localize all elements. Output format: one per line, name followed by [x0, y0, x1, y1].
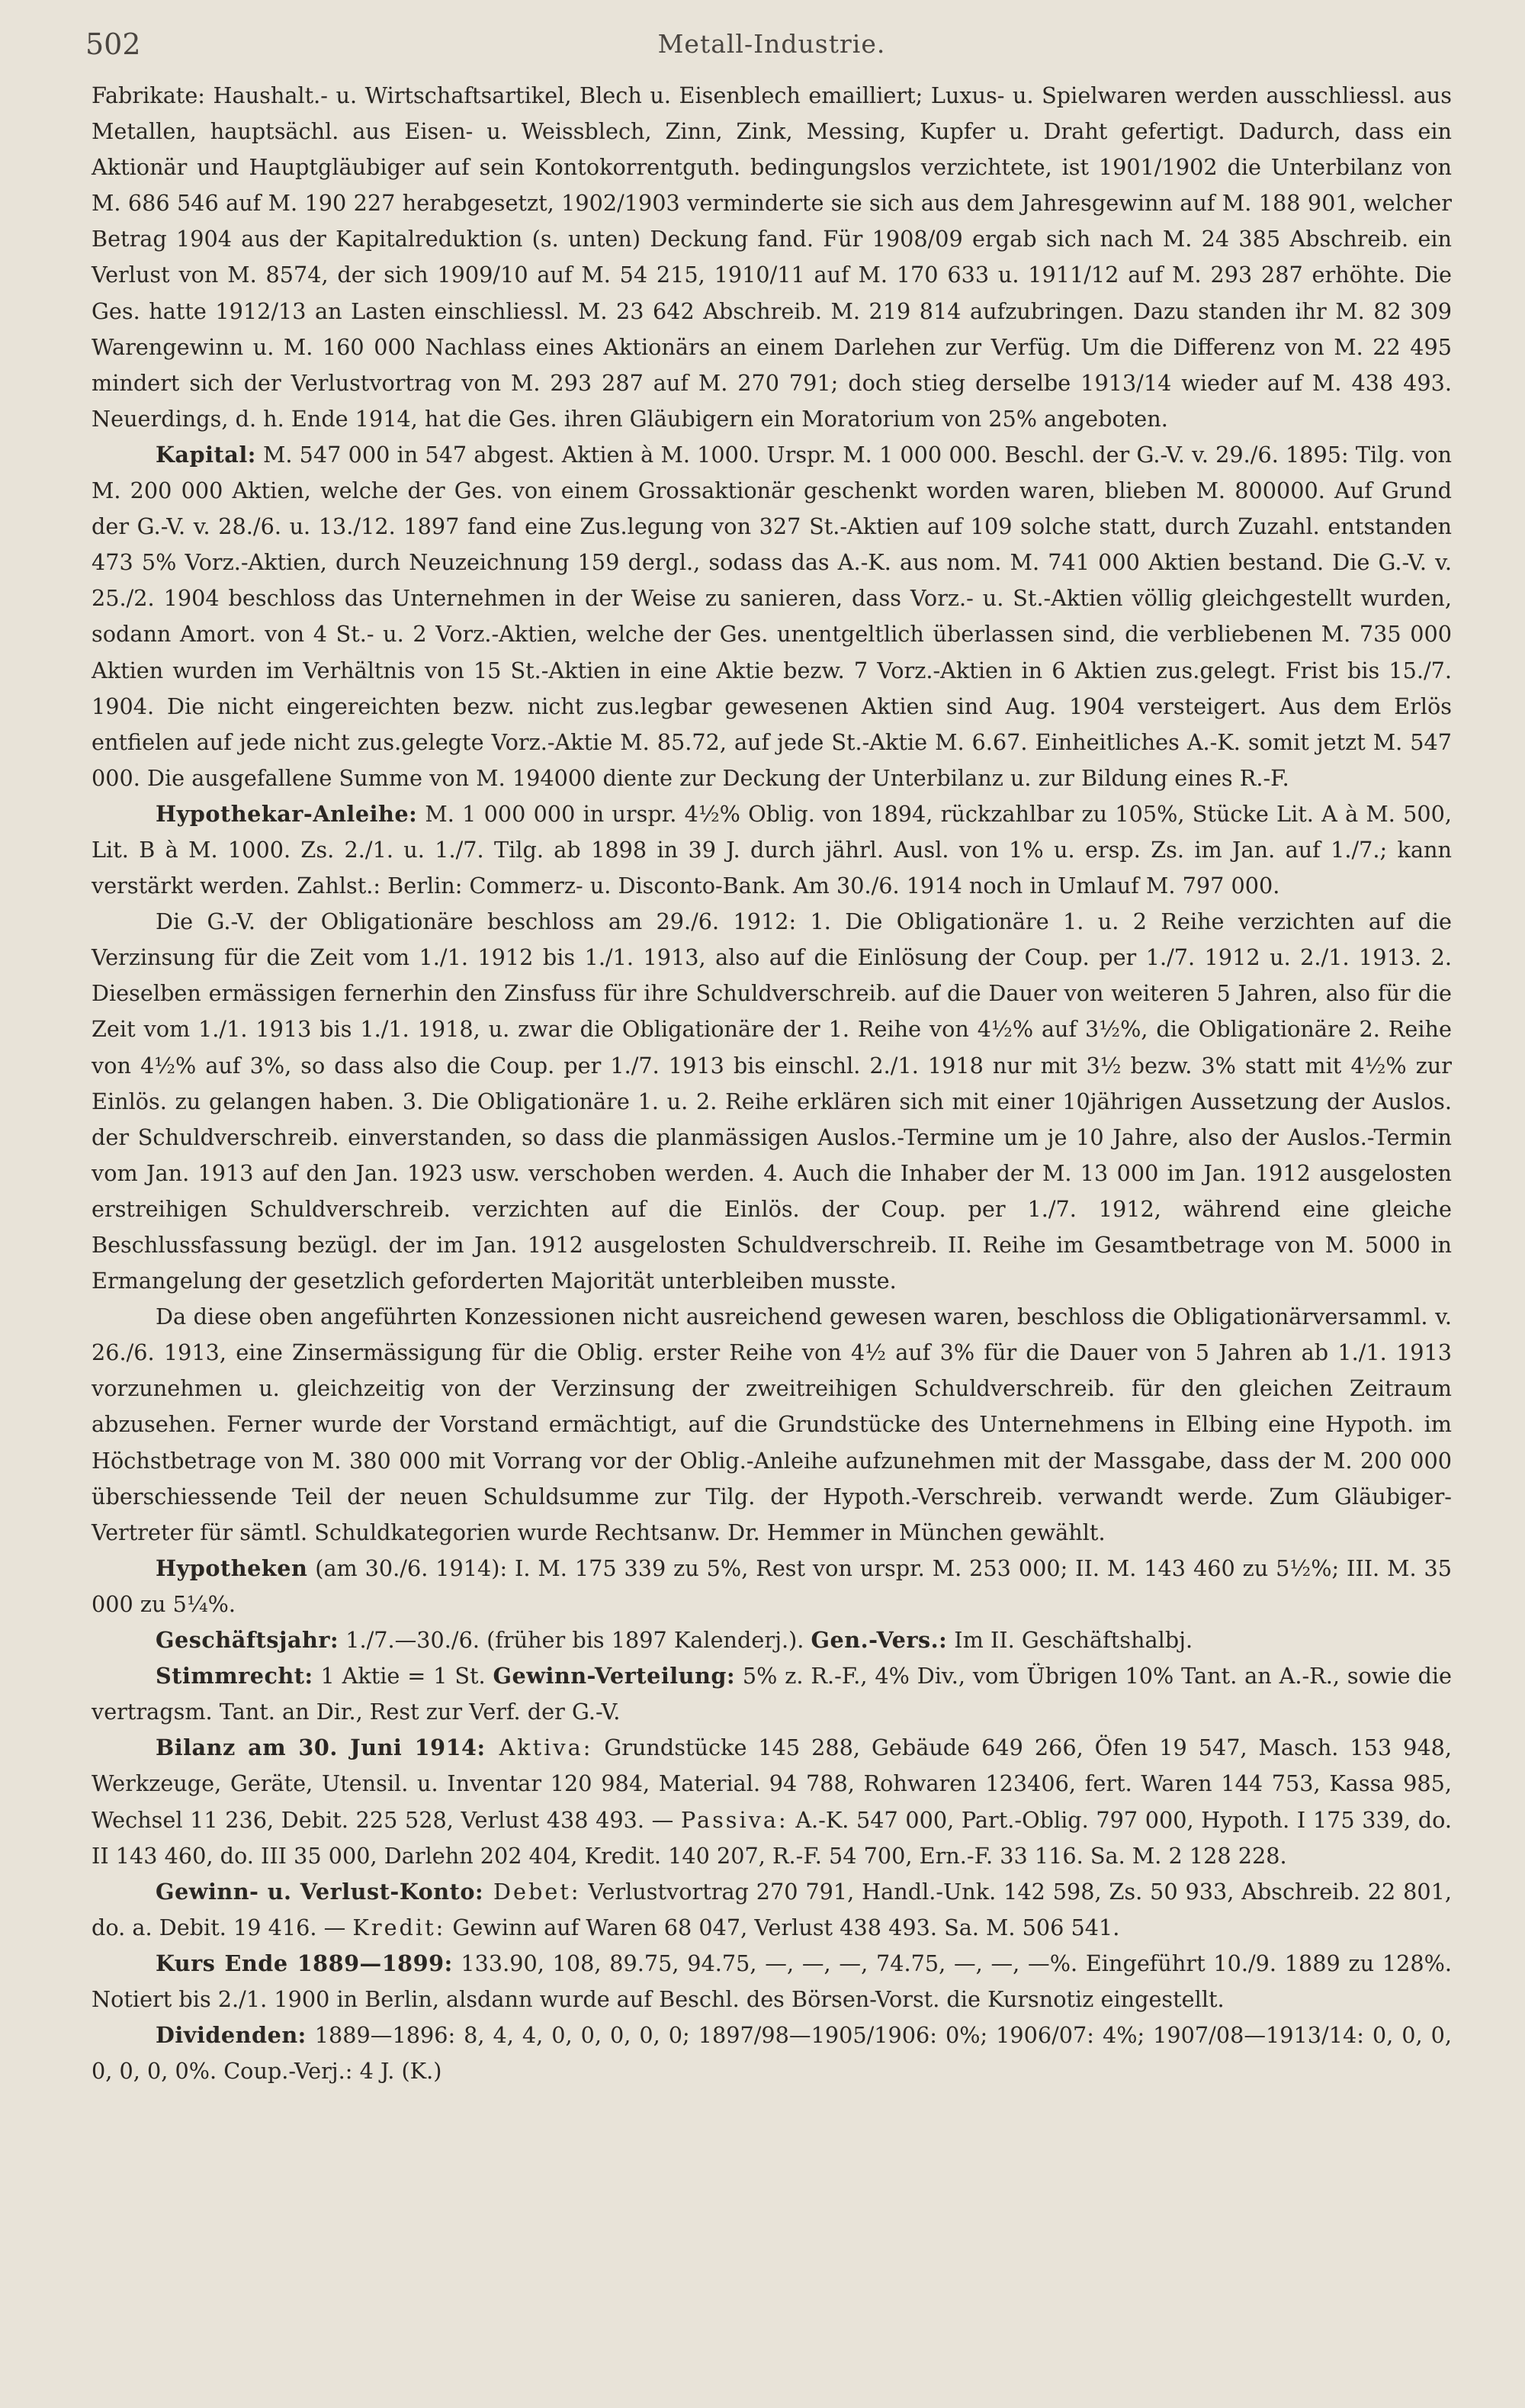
paragraph [92, 1946, 1452, 2017]
section-keyword: Stimmrecht: [156, 1663, 313, 1689]
paragraph-text: Grundstücke 145 288, Gebäude 649 266, Öfen 19 547, Masch. 153 948, Werkzeuge, Geräte, Utensil. u. Inventar 120 984, Material. 94 788, Rohwaren 123406, fert. Waren 144 753, Kassa 985, Wechsel 11 236, Debit. 225 528, Verlust 438 493. — [92, 1734, 1452, 1833]
paragraph-text: 1 Aktie = 1 St. [313, 1663, 493, 1689]
spaced-label: Aktiva: [485, 1734, 593, 1761]
section-keyword: Gewinn- u. Verlust-Konto: [156, 1878, 484, 1905]
section-keyword: Hypotheken [156, 1554, 308, 1581]
section-keyword: Kapital: [156, 441, 256, 468]
paragraph-text: A.-K. 547 000, Part.-Oblig. 797 000, Hypoth. I 175 339, do. II 143 460, do. III 35 000, Darlehn 202 404, Kredit. 140 207, R.-F. 54 700, Ern.-F. 33 116. Sa. M. 2 128 228. [92, 1806, 1452, 1869]
document-body [92, 78, 1452, 2089]
paragraph [92, 2017, 1452, 2089]
section-keyword: Bilanz am 30. Juni 1914: [156, 1734, 486, 1761]
paragraph-text: M. 547 000 in 547 abgest. Aktien à M. 1000. Urspr. M. 1 000 000. Beschl. der G.-V. v. 29./6. 1895: Tilg. von M. 200 000 Aktien, welche der Ges. von einem Grossaktionär geschenkt worden waren, blieben M. 800000. Auf Grund der G.-V. v. 28./6. u. 13./12. 1897 fand eine Zus.legung von 327 St.-Aktien auf 109 solche statt, durch Zuzahl. entstanden 473 5% Vorz.-Aktien, durch Neuzeichnung 159 dergl., sodass das A.-K. aus nom. M. 741 000 Aktien bestand. Die G.-V. v. 25./2. 1904 beschloss das Unternehmen in der Weise zu sanieren, dass Vorz.- u. St.-Aktien völlig gleichgestellt wurden, sodann Amort. von 4 St.- u. 2 Vorz.-Aktien, welche der Ges. unentgeltlich überlassen sind, die verbliebenen M. 735 000 Aktien wurden im Verhältnis von 15 St.-Aktien in eine Aktie bezw. 7 Vorz.-Aktien in 6 Aktien zus.gelegt. Frist bis 15./7. 1904. Die nicht eingereichten bezw. nicht zus.legbar gewesenen Aktien sind Aug. 1904 versteigert. Aus dem Erlös entfielen auf jede nicht zus.gelegte Vorz.-Aktie M. 85.72, auf jede St.-Aktie M. 6.67. Einheitliches A.-K. somit jetzt M. 547 000. Die ausgefallene Summe von M. 194000 diente zur Deckung der Unterbilanz u. zur Bildung eines R.-F. [92, 441, 1452, 791]
paragraph [92, 78, 1452, 437]
paragraph-text: Im II. Geschäftshalbj. [947, 1627, 1193, 1654]
paragraph-text: M. 1 000 000 in urspr. 4½% Oblig. von 1894, rückzahlbar zu 105%, Stücke Lit. A à M. 500, Lit. B à M. 1000. Zs. 2./1. u. 1./7. Tilg. ab 1898 in 39 J. durch jährl. Ausl. von 1% u. ersp. Zs. im Jan. auf 1./7.; kann verstärkt werden. Zahlst.: Berlin: Commerz- u. Disconto-Bank. Am 30./6. 1914 noch in Umlauf M. 797 000. [92, 800, 1452, 899]
paragraph-text: Fabrikate: Haushalt.- u. Wirtschaftsartikel, Blech u. Eisenblech emailliert; Luxus- u. Spielwaren werden ausschliessl. aus Metallen, hauptsächl. aus Eisen- u. Weissblech, Zinn, Zink, Messing, Kupfer u. Draht gefertigt. Dadurch, dass ein Aktionär und Hauptgläubiger auf sein Kontokorrentguth. bedingungslos verzichtete, ist 1901/1902 die Unterbilanz von M. 686 546 auf M. 190 227 herabgesetzt, 1902/1903 verminderte sie sich aus dem Jahresgewinn auf M. 188 901, welcher Betrag 1904 aus der Kapitalreduktion (s. unten) Deckung fand. Für 1908/09 ergab sich nach M. 24 385 Abschreib. ein Verlust von M. 8574, der sich 1909/10 auf M. 54 215, 1910/11 auf M. 170 633 u. 1911/12 auf M. 293 287 erhöhte. Die Ges. hatte 1912/13 an Lasten einschliessl. M. 23 642 Abschreib. M. 219 814 aufzubringen. Dazu standen ihr M. 82 309 Warengewinn u. M. 160 000 Nachlass eines Aktionärs an einem Darlehen zur Verfüg. Um die Differenz von M. 22 495 mindert sich der Verlustvortrag von M. 293 287 auf M. 270 791; doch stieg derselbe 1913/14 wieder auf M. 438 493. Neuerdings, d. h. Ende 1914, hat die Ges. ihren Gläubigern ein Moratorium von 25% angeboten. [92, 82, 1452, 432]
paragraph [92, 1874, 1452, 1946]
spaced-label: Passiva: [680, 1806, 788, 1833]
section-keyword: Gen.-Vers.: [811, 1627, 948, 1654]
paragraph-text: Verlustvortrag 270 791, Handl.-Unk. 142 598, Zs. 50 933, Abschreib. 22 801, do. a. Debit. 19 416. — [92, 1878, 1452, 1940]
section-keyword: Gewinn-Verteilung: [493, 1663, 736, 1689]
paragraph-text: Gewinn auf Waren 68 047, Verlust 438 493. Sa. M. 506 541. [445, 1914, 1120, 1940]
page-number: 502 [85, 27, 141, 61]
paragraph-text: 1889—1896: 8, 4, 4, 0, 0, 0, 0, 0; 1897/98—1905/1906: 0%; 1906/07: 4%; 1907/08—1913/14: 0, 0, 0, 0, 0, 0, 0%. Coup.-Verj.: 4 J. (K.) [92, 2022, 1452, 2085]
section-keyword: Kurs Ende 1889—1899: [156, 1950, 453, 1976]
spaced-label: Debet: [483, 1878, 581, 1905]
section-keyword: Hypothekar-Anleihe: [156, 800, 418, 827]
paragraph-text: 5% z. R.-F., 4% Div., vom Übrigen 10% Tant. an A.-R., sowie die vertragsm. Tant. an Dir., Rest zur Verf. der G.-V. [92, 1663, 1452, 1725]
spaced-label: Kredit: [352, 1914, 446, 1940]
paragraph-text: Da diese oben angeführten Konzessionen nicht ausreichend gewesen waren, beschloss die Obligationärversamml. v. 26./6. 1913, eine Zinsermässigung für die Oblig. erster Reihe von 4½ auf 3% für die Dauer von 5 Jahren ab 1./1. 1913 vorzunehmen u. gleichzeitig von der Verzinsung der zweitreihigen Schuldverschreib. für den gleichen Zeitraum abzusehen. Ferner wurde der Vorstand ermächtigt, auf die Grundstücke des Unternehmens in Elbing eine Hypoth. im Höchstbetrage von M. 380 000 mit Vorrang vor der Oblig.-Anleihe aufzunehmen mit der Massgabe, dass der M. 200 000 überschiessende Teil der neuen Schuldsumme zur Tilg. der Hypoth.-Verschreib. verwandt werde. Zum Gläubiger-Vertreter für sämtl. Schuldkategorien wurde Rechtsanw. Dr. Hemmer in München gewählt. [92, 1304, 1452, 1545]
paragraph [92, 796, 1452, 904]
page-header [85, 17, 1452, 78]
paragraph [92, 1622, 1452, 1658]
section-keyword: Geschäftsjahr: [156, 1627, 339, 1654]
paragraph [92, 437, 1452, 796]
paragraph [92, 1299, 1452, 1551]
paragraph [92, 1658, 1452, 1730]
paragraph-text: 133.90, 108, 89.75, 94.75, —, —, —, 74.75, —, —, —%. Eingeführt 10./9. 1889 zu 128%. Notiert bis 2./1. 1900 in Berlin, alsdann wurde auf Beschl. des Börsen-Vorst. die Kursnotiz eingestellt. [92, 1950, 1452, 2012]
paragraph-text: (am 30./6. 1914): I. M. 175 339 zu 5%, Rest von urspr. M. 253 000; II. M. 143 460 zu 5½%; III. M. 35 000 zu 5¼%. [92, 1554, 1452, 1617]
paragraph-text: Die G.-V. der Obligationäre beschloss am 29./6. 1912: 1. Die Obligationäre 1. u. 2 Reihe verzichten auf die Verzinsung für die Zeit vom 1./1. 1912 bis 1./1. 1913, also auf die Einlösung der Coup. per 1./7. 1912 u. 2./1. 1913. 2. Dieselben ermässigen fernerhin den Zinsfuss für ihre Schuldverschreib. auf die Dauer von weiteren 5 Jahren, also für die Zeit vom 1./1. 1913 bis 1./1. 1918, u. zwar die Obligationäre der 1. Reihe von 4½% auf 3½%, die Obligationäre 2. Reihe von 4½% auf 3%, so dass also die Coup. per 1./7. 1913 bis einschl. 2./1. 1918 nur mit 3½ bezw. 3% statt mit 4½% zur Einlös. zu gelangen haben. 3. Die Obligationäre 1. u. 2. Reihe erklären sich mit einer 10jährigen Aussetzung der Auslos. der Schuldverschreib. einverstanden, so dass die planmässigen Auslos.-Termine um je 10 Jahre, also der Auslos.-Termin vom Jan. 1913 auf den Jan. 1923 usw. verschoben werden. 4. Auch die Inhaber der M. 13 000 im Jan. 1912 ausgelosten erstreihigen Schuldverschreib. verzichten auf die Einlös. der Coup. per 1./7. 1912, während eine gleiche Beschlussfassung bezügl. der im Jan. 1912 ausgelosten Schuldverschreib. II. Reihe im Gesamtbetrage von M. 5000 in Ermangelung der gesetzlich geforderten Majorität unterbleiben musste. [92, 908, 1452, 1294]
paragraph [92, 1730, 1452, 1873]
running-title: Metall-Industrie. [657, 29, 886, 59]
paragraph [92, 904, 1452, 1299]
paragraph [92, 1551, 1452, 1622]
paragraph-text: 1./7.—30./6. (früher bis 1897 Kalenderj.). [339, 1627, 811, 1654]
section-keyword: Dividenden: [156, 2022, 307, 2049]
